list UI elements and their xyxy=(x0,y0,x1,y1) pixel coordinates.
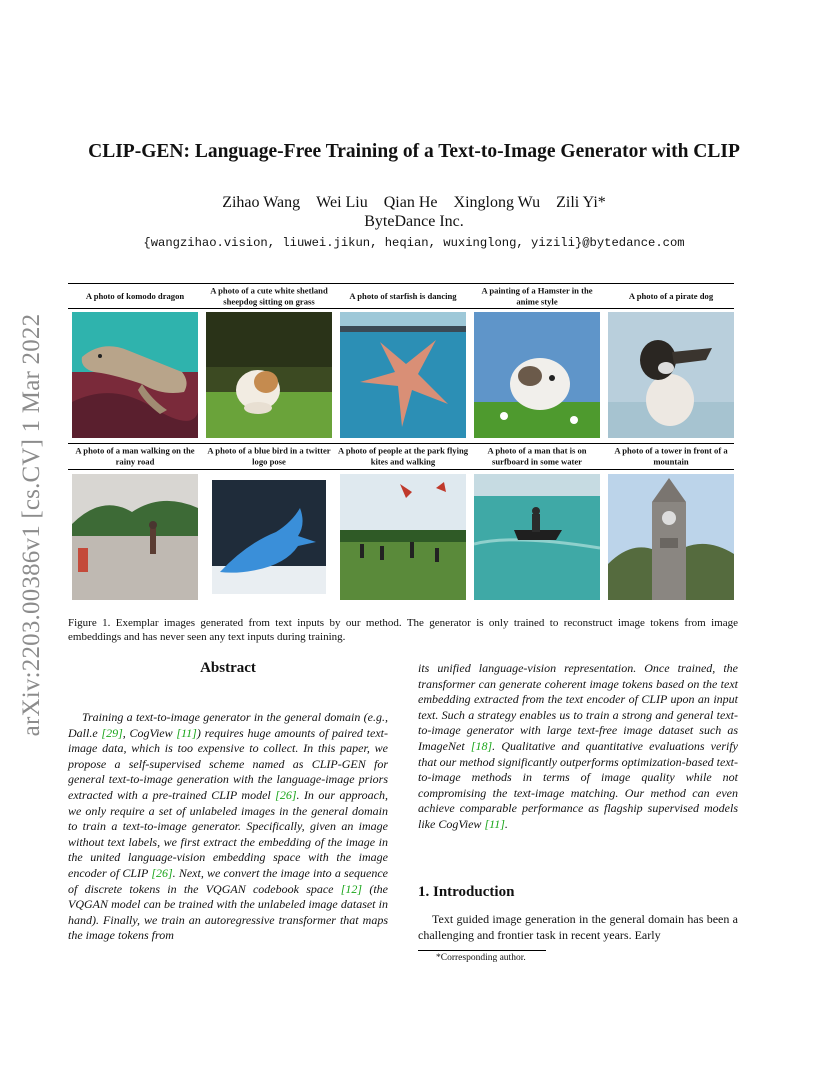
caption-row xyxy=(68,445,734,467)
rainy-road-image xyxy=(72,474,198,600)
figure-rule xyxy=(68,308,734,309)
introduction-text: Text guided image generation in the general domain has been a challenging and frontier task in recent years. Early xyxy=(418,912,738,942)
citation[interactable]: [26] xyxy=(275,787,297,802)
author-name: Xinglong Wu xyxy=(453,194,541,211)
abstract-text-span: (the VQGAN model can be trained with the unlabeled image dataset in hand). Finally, we train an autoregressive transformer that maps the image tokens from xyxy=(68,881,389,943)
abstract-text-span: . xyxy=(504,816,508,831)
abstract-text-span: ) requires huge amounts of paired text-image data, which is too expensive to collect. In this paper, we propose a self-supervised scheme named as CLIP-GEN for general text-to-image generation with the language-image priors extracted with a pre-trained CLIP model xyxy=(68,725,388,802)
author-name: Zihao Wang xyxy=(222,194,301,211)
arxiv-stamp xyxy=(8,290,56,760)
image-caption: A photo of people at the park flying kites and walking xyxy=(337,445,469,466)
starfish-image xyxy=(340,312,466,438)
tower-image xyxy=(608,474,734,600)
abstract-text-span: . Next, we convert the image into a sequence of discrete tokens in the VQGAN codebook space xyxy=(68,865,388,896)
abstract-text-continued xyxy=(418,661,738,833)
author-name: Qian He xyxy=(383,194,438,211)
figure-rule xyxy=(68,443,734,444)
author-name: Wei Liu xyxy=(316,194,368,211)
introduction-heading: 1. Introduction xyxy=(418,884,515,900)
author-list xyxy=(0,194,828,212)
image-caption: A photo of a blue bird in a twitter logo pose xyxy=(207,445,331,466)
image-caption: A photo of a man walking on the rainy road xyxy=(75,445,195,466)
caption-row xyxy=(68,285,734,307)
citation[interactable]: [18] xyxy=(470,738,493,753)
image-caption: A photo of a pirate dog xyxy=(628,290,714,301)
abstract-text-span: Training a text-to-image generator in the general domain (e.g., Dall.e xyxy=(68,710,388,740)
figure-rule xyxy=(68,469,734,470)
footnote-rule xyxy=(418,950,546,951)
blue-bird-image xyxy=(206,474,332,600)
author-emails: {wangzihao.vision, liuwei.jikun, heqian, wuxinglong, yizili}@bytedance.com xyxy=(143,236,685,250)
image-caption: A photo of a man that is on surfboard in some water xyxy=(487,445,587,466)
image-caption: A painting of a Hamster in the anime style xyxy=(481,285,593,306)
author-name: Zili Yi* xyxy=(556,194,606,211)
hamster-image xyxy=(474,312,600,438)
figure-rule xyxy=(68,283,734,284)
abstract-text-span: . In our approach, we only require a set of unlabeled images in the general domain to train a text-to-image generator. Specifically, given an image without text labels, we first extract the embedding of the image in the united language-vision embedding space with the image encoder of CLIP xyxy=(68,787,388,880)
citation[interactable]: [26] xyxy=(151,865,173,880)
figure-caption-text: Figure 1. Exemplar images generated from text inputs by our method. The generator is only trained to reconstruct image tokens from image embeddings and has never seen any text inputs during training. xyxy=(68,617,738,643)
paper-title: CLIP-GEN: Language-Free Training of a Text-to-Image Generator with CLIP xyxy=(88,141,740,162)
abstract-text-span: its unified language-vision representation. Once trained, the transformer can generate coherent image tokens based on the text embedding extracted from the text encoder of CLIP upon an input text. Such a strategy enables us to train a strong and general text-to-image generator with large text-free image dataset such as ImageNet xyxy=(418,661,738,753)
abstract-text-span: , CogView xyxy=(122,725,177,740)
citation[interactable]: [29] xyxy=(101,725,123,740)
sheepdog-image xyxy=(206,312,332,438)
image-caption: A photo of a cute white shetland sheepdog sitting on grass xyxy=(210,285,328,306)
image-caption: A photo of a tower in front of a mountain xyxy=(614,445,728,466)
abstract-text xyxy=(68,710,388,944)
footnote: *Corresponding author. xyxy=(436,953,526,963)
citation[interactable]: [12] xyxy=(340,881,363,896)
figure-1 xyxy=(68,283,734,601)
park-kites-image xyxy=(340,474,466,600)
citation[interactable]: [11] xyxy=(176,725,197,740)
surfboard-image xyxy=(474,474,600,600)
abstract-heading: Abstract xyxy=(200,660,256,676)
figure-caption xyxy=(68,616,738,644)
image-caption: A photo of komodo dragon xyxy=(85,290,185,301)
pirate-dog-image xyxy=(608,312,734,438)
abstract-text-span: . Qualitative and quantitative evaluations verify that our method significantly outperforms optimization-based text-to-image methods in terms of image quality while not compromising the text-image matching. Our method can even achieve comparable performance as flagship supervised models like CogView xyxy=(418,738,738,831)
image-caption: A photo of starfish is dancing xyxy=(349,290,457,301)
komodo-dragon-image xyxy=(72,312,198,438)
arxiv-stamp-text: arXiv:2203.00386v1 [cs.CV] 1 Mar 2022 xyxy=(18,313,45,737)
citation[interactable]: [11] xyxy=(484,816,505,831)
affiliation: ByteDance Inc. xyxy=(364,213,464,230)
